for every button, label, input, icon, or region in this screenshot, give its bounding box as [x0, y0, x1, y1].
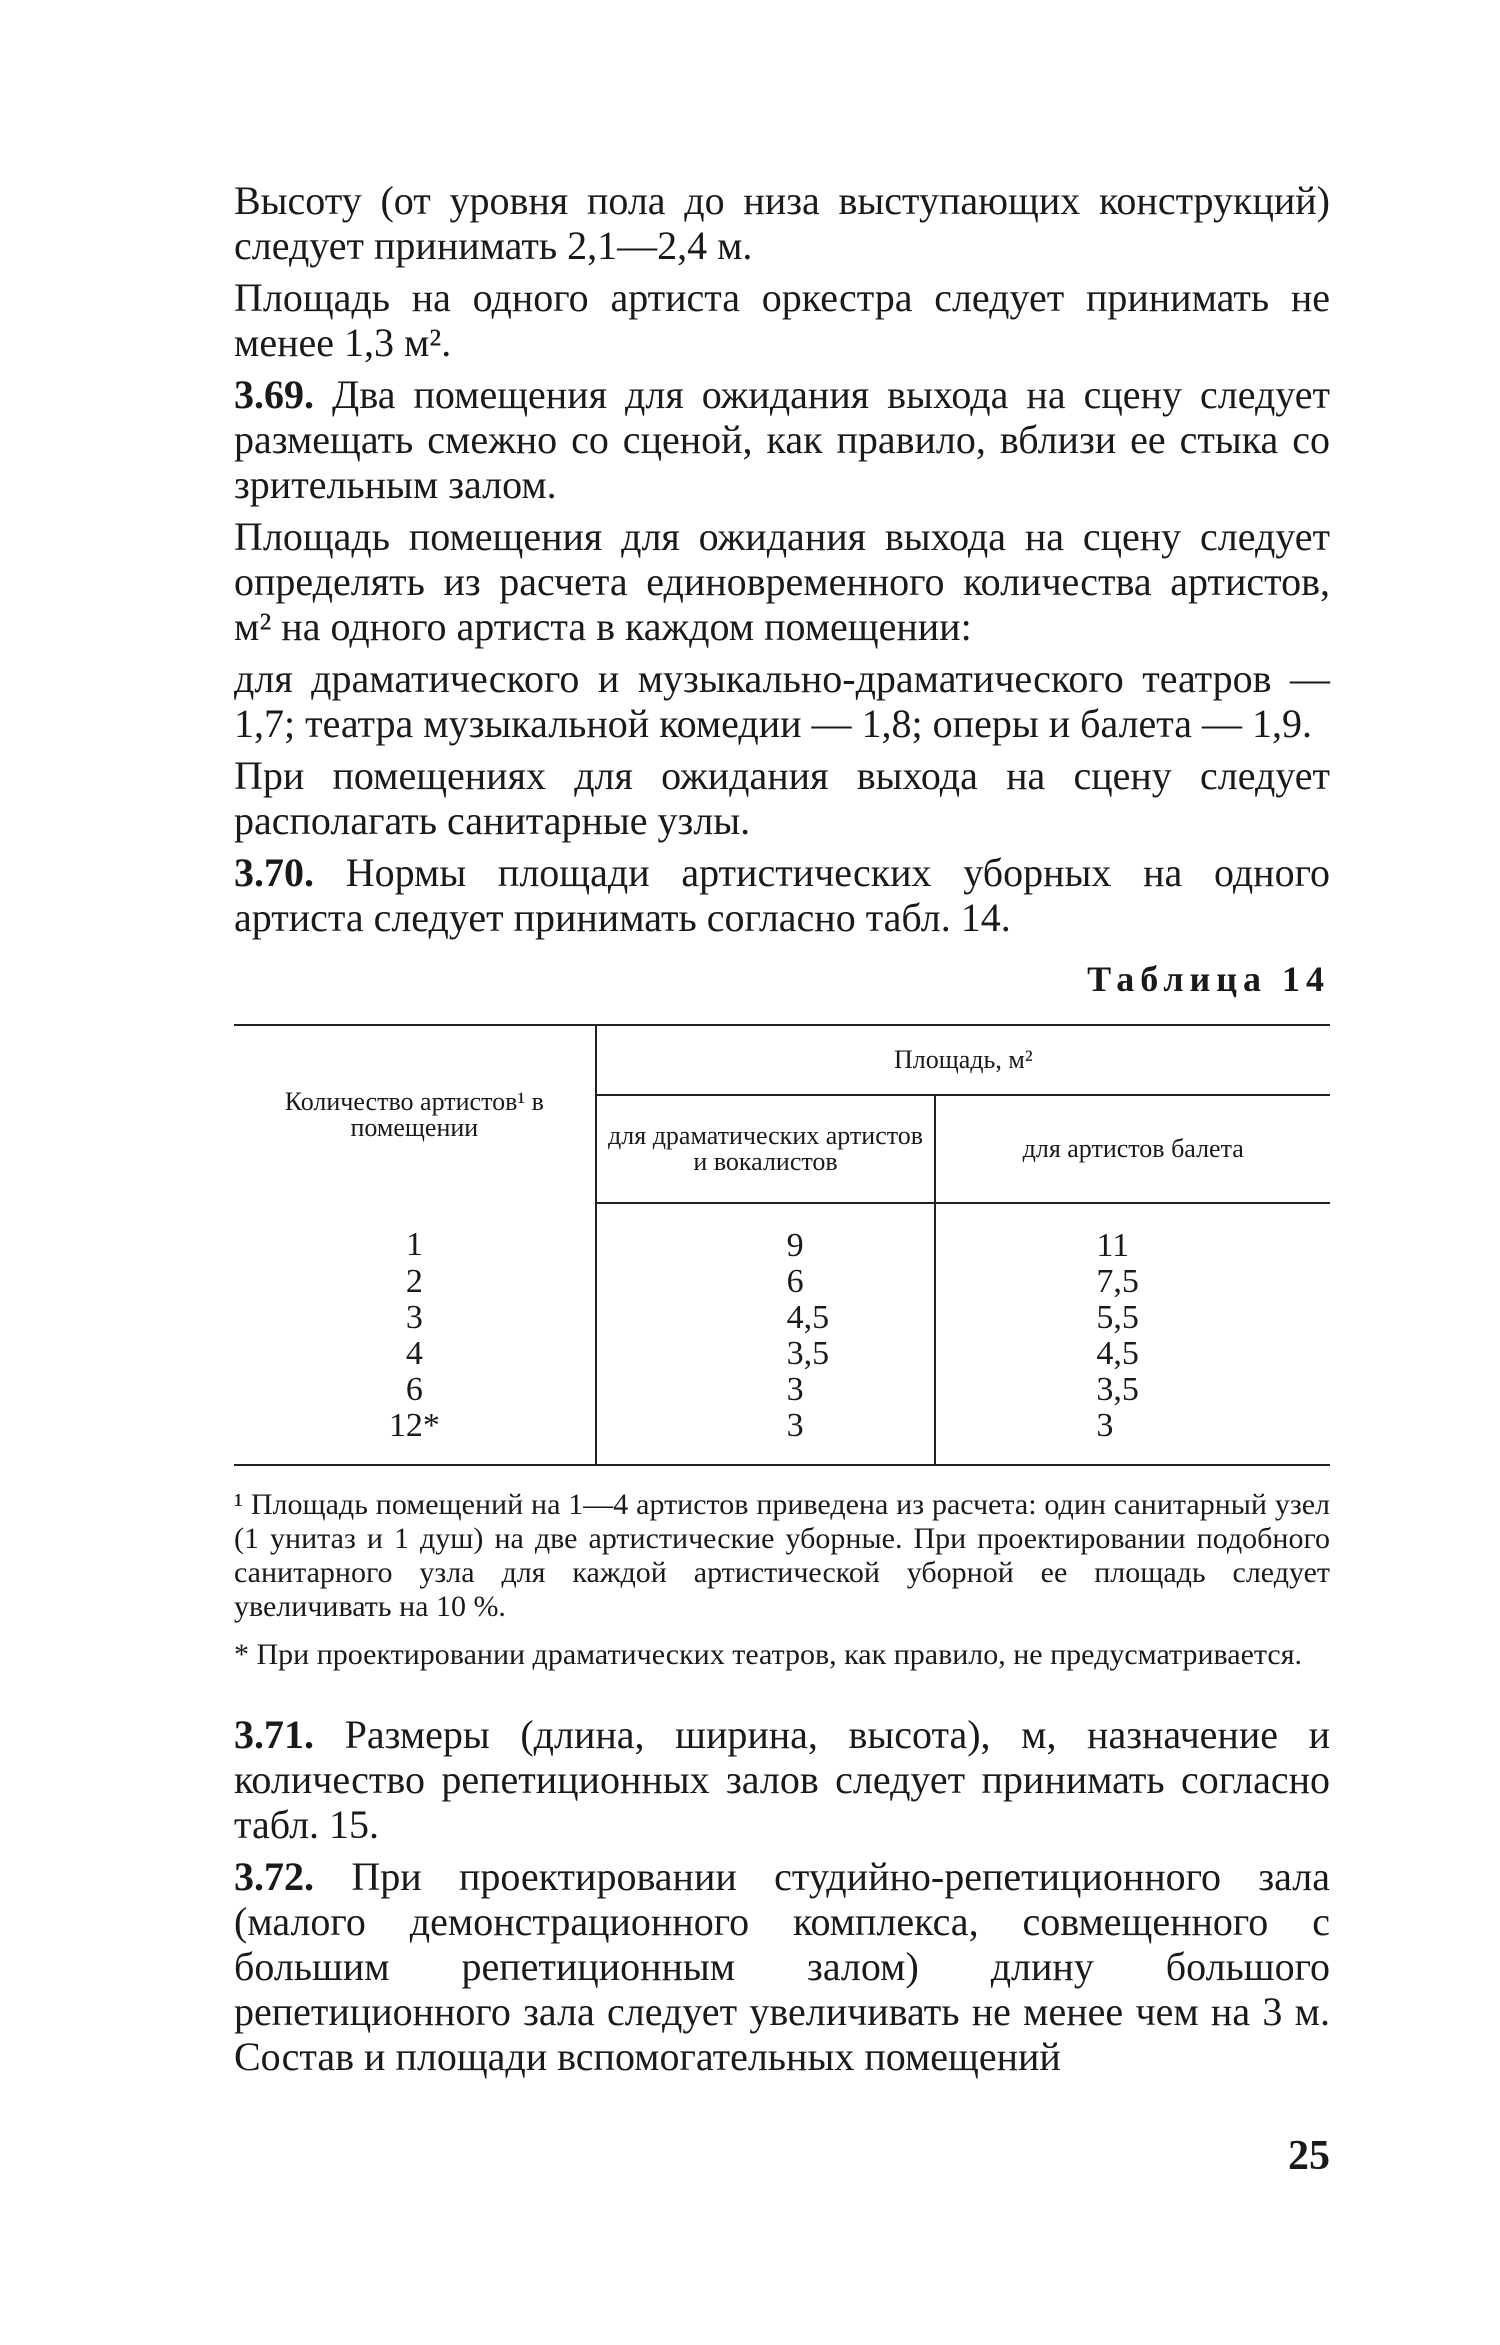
paragraph-text: Высоту (от уровня пола до низа выступающих конструкций) следует принимать 2,1—2,4 м.	[234, 178, 1330, 268]
cell-drama: 9	[596, 1203, 936, 1264]
header-artist-count: Количество артистов¹ в помещении	[234, 1025, 596, 1203]
paragraph-text: При помещениях для ожидания выхода на сцену следует располагать санитарные узлы.	[234, 753, 1330, 843]
table-row	[234, 1372, 1330, 1408]
table-14	[234, 1024, 1330, 1466]
cell-ballet: 4,5	[1096, 1335, 1139, 1372]
table-row	[234, 1264, 1330, 1300]
table-row	[234, 1203, 1330, 1264]
table-row	[234, 1300, 1330, 1336]
cell-drama: 4,5	[596, 1300, 936, 1336]
paragraph-3-70	[234, 850, 1330, 940]
paragraph-text: Площадь на одного артиста оркестра следует принимать не менее 1,3 м².	[234, 275, 1330, 365]
spacer	[234, 1672, 1330, 1712]
paragraph-text: При проектировании студийно-репетиционного зала (малого демонстрационного комплекса, совмещенного с большим репетиционным залом) длину большого репетиционного зала следует увеличивать не менее чем на 3 м. Состав и площади вспомогательных помещений	[234, 1854, 1331, 2079]
clause-number: 3.70.	[234, 850, 314, 895]
paragraph-orchestra-area	[234, 275, 1330, 365]
clause-number: 3.69.	[234, 372, 314, 417]
paragraph-text: Площадь помещения для ожидания выхода на сцену следует определять из расчета единовременного количества артистов, м² на одного артиста в каждом помещении:	[234, 514, 1330, 649]
footnote-asterisk: * При проектировании драматических театров, как правило, не предусматривается.	[234, 1638, 1303, 1671]
document-page	[234, 178, 1330, 2086]
paragraph-3-71	[234, 1712, 1330, 1847]
table-row	[234, 1408, 1330, 1465]
cell-drama: 3	[596, 1408, 936, 1465]
paragraph-height	[234, 178, 1330, 268]
cell-drama: 3	[596, 1372, 936, 1408]
table-row	[234, 1336, 1330, 1372]
header-area: Площадь, м²	[596, 1025, 1330, 1095]
footnote-1: ¹ Площадь помещений на 1—4 артистов приведена из расчета: один санитарный узел (1 унитаз и 1 душ) на две артистические уборные. При проектировании подобного санитарного узла для каждой артистической уборной ее площадь следует увеличивать на 10 %.	[234, 1488, 1330, 1623]
cell-ballet: 3,5	[1096, 1371, 1139, 1408]
cell-count: 12*	[234, 1408, 596, 1465]
cell-count: 6	[234, 1372, 596, 1408]
paragraph-text: для драматического и музыкально-драматического театров — 1,7; театра музыкальной комедии — 1,8; оперы и балета — 1,9.	[234, 656, 1330, 746]
paragraph-text: Размеры (длина, ширина, высота), м, назначение и количество репетиционных залов следует принимать согласно табл. 15.	[234, 1712, 1330, 1847]
clause-number: 3.72.	[234, 1854, 314, 1899]
cell-count: 2	[234, 1264, 596, 1300]
cell-count: 3	[234, 1300, 596, 1336]
table-caption: Таблица 14	[1087, 959, 1330, 999]
cell-count: 1	[234, 1203, 596, 1264]
cell-drama: 6	[596, 1264, 936, 1300]
cell-ballet: 11	[1096, 1227, 1130, 1264]
cell-ballet: 7,5	[1096, 1263, 1139, 1300]
page-number: 25	[1288, 2133, 1330, 2179]
paragraph-3-72	[234, 1854, 1330, 2079]
cell-drama: 3,5	[596, 1336, 936, 1372]
paragraph-text: Нормы площади артистических уборных на одного артиста следует принимать согласно табл. 14.	[234, 850, 1330, 940]
paragraph-sanitary	[234, 753, 1330, 843]
cell-ballet: 5,5	[1096, 1299, 1139, 1336]
paragraph-theatre-types	[234, 656, 1330, 746]
paragraph-3-69	[234, 372, 1330, 507]
cell-count: 4	[234, 1336, 596, 1372]
paragraph-waiting-area	[234, 514, 1330, 649]
clause-number: 3.71.	[234, 1712, 314, 1757]
header-drama-artists: для драматических артистов и вокалистов	[596, 1095, 936, 1203]
cell-ballet: 3	[1096, 1407, 1114, 1444]
paragraph-text: Два помещения для ожидания выхода на сцену следует размещать смежно со сценой, как правило, вблизи ее стыка со зрительным залом.	[234, 372, 1330, 507]
header-ballet-artists: для артистов балета	[935, 1095, 1330, 1203]
